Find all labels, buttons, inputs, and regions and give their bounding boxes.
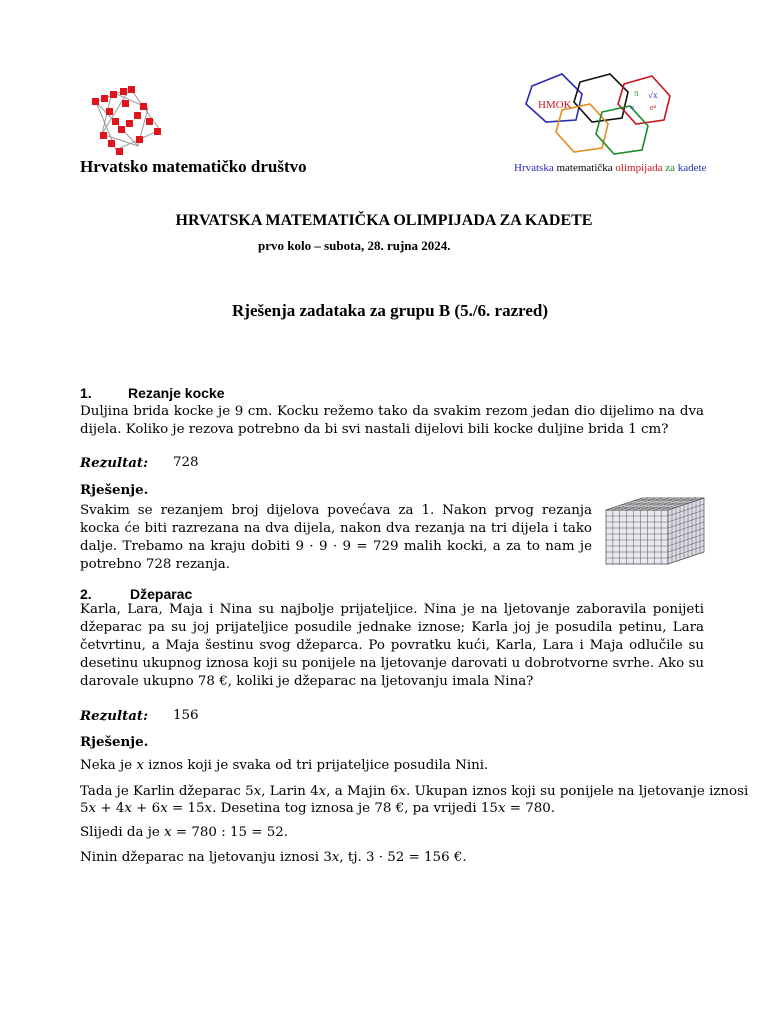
cube-grid-figure [604, 496, 706, 566]
problem-number: 2. [80, 586, 92, 602]
olympiad-logo [518, 70, 693, 160]
svg-text:π: π [634, 88, 639, 98]
document-subtitle: prvo kolo – subota, 28. rujna 2024. [258, 238, 451, 253]
result-value: 728 [173, 455, 199, 470]
solution-line: Tada je Karlin džeparac 5x, Larin 4x, a Majin 6x. Ukupan iznos koji su ponijele na ljetovanje iznosi [80, 784, 749, 799]
document-title: HRVATSKA MATEMATIČKA OLIMPIJADA ZA KADETE [175, 212, 593, 229]
solution-line: Neka je x iznos koji je svaka od tri prijateljice posudila Nini. [80, 758, 489, 773]
logo-caption-word: za [662, 162, 675, 174]
solution-label: Rješenje. [80, 482, 149, 498]
society-logo [82, 78, 172, 158]
solution-label: Rješenje. [80, 734, 149, 750]
society-name: Hrvatsko matematičko društvo [80, 157, 307, 176]
logo-caption [514, 162, 706, 174]
logo-caption-word: kadete [674, 162, 707, 174]
svg-text:√x: √x [648, 90, 658, 100]
solution-text: Svakim se rezanjem broj dijelova povećava za 1. Nakon prvog rezanja kocka će biti razrezana na dva dijela, nakon dva rezanja na tri dijela i tako dalje. Trebamo na kraju dobiti 9 · 9 · 9 = 729 malih kocki, a za to nam je potrebno 728 rezanja. [80, 503, 592, 572]
solution-line: Ninin džeparac na ljetovanju iznosi 3x, tj. 3 · 52 = 156 €. [80, 850, 467, 865]
problem-text: Duljina brida kocke je 9 cm. Kocku režemo tako da svakim rezom jedan dio dijelimo na dva dijela. Koliko je rezova potrebno da bi svi nastali dijelovi bili kocke duljine brida 1 cm? [80, 404, 704, 437]
svg-text:≈: ≈ [630, 103, 635, 112]
result-label: Rezultat: [80, 455, 149, 471]
problem-text: Karla, Lara, Maja i Nina su najbolje prijateljice. Nina je na ljetovanje zaboravila ponijeti džeparac pa su joj prijateljice posudile jednake iznose; Karla joj je posudila petinu, Lara četvrtinu, a Maja šestinu svog džeparca. Po povratku kući, Karla, Lara i Maja odlučile su desetinu ukupnog iznosa koji su ponijele na ljetovanje darovati u dobrotvorne svrhe. Ako su darovale ukupno 78 €, koliki je džeparac na ljetovanju imala Nina? [80, 602, 704, 689]
result-value: 156 [173, 708, 199, 723]
svg-text:eⁿ: eⁿ [650, 103, 657, 112]
problem-title: Džeparac [130, 586, 193, 602]
problem-number: 1. [80, 385, 92, 401]
problem-title: Rezanje kocke [128, 385, 225, 401]
result-label: Rezultat: [80, 708, 149, 724]
logo-caption-word: matematička [553, 162, 613, 174]
logo-hmok-text: HMOK [538, 99, 572, 111]
logo-caption-word: olimpijada [612, 162, 663, 174]
solution-line: Slijedi da je x = 780 : 15 = 52. [80, 825, 289, 840]
section-title: Rješenja zadataka za grupu B (5./6. razred) [232, 301, 549, 320]
solution-line: 5x + 4x + 6x = 15x. Desetina tog iznosa je 78 €, pa vrijedi 15x = 780. [80, 801, 556, 816]
logo-caption-word: Hrvatska [514, 162, 554, 174]
